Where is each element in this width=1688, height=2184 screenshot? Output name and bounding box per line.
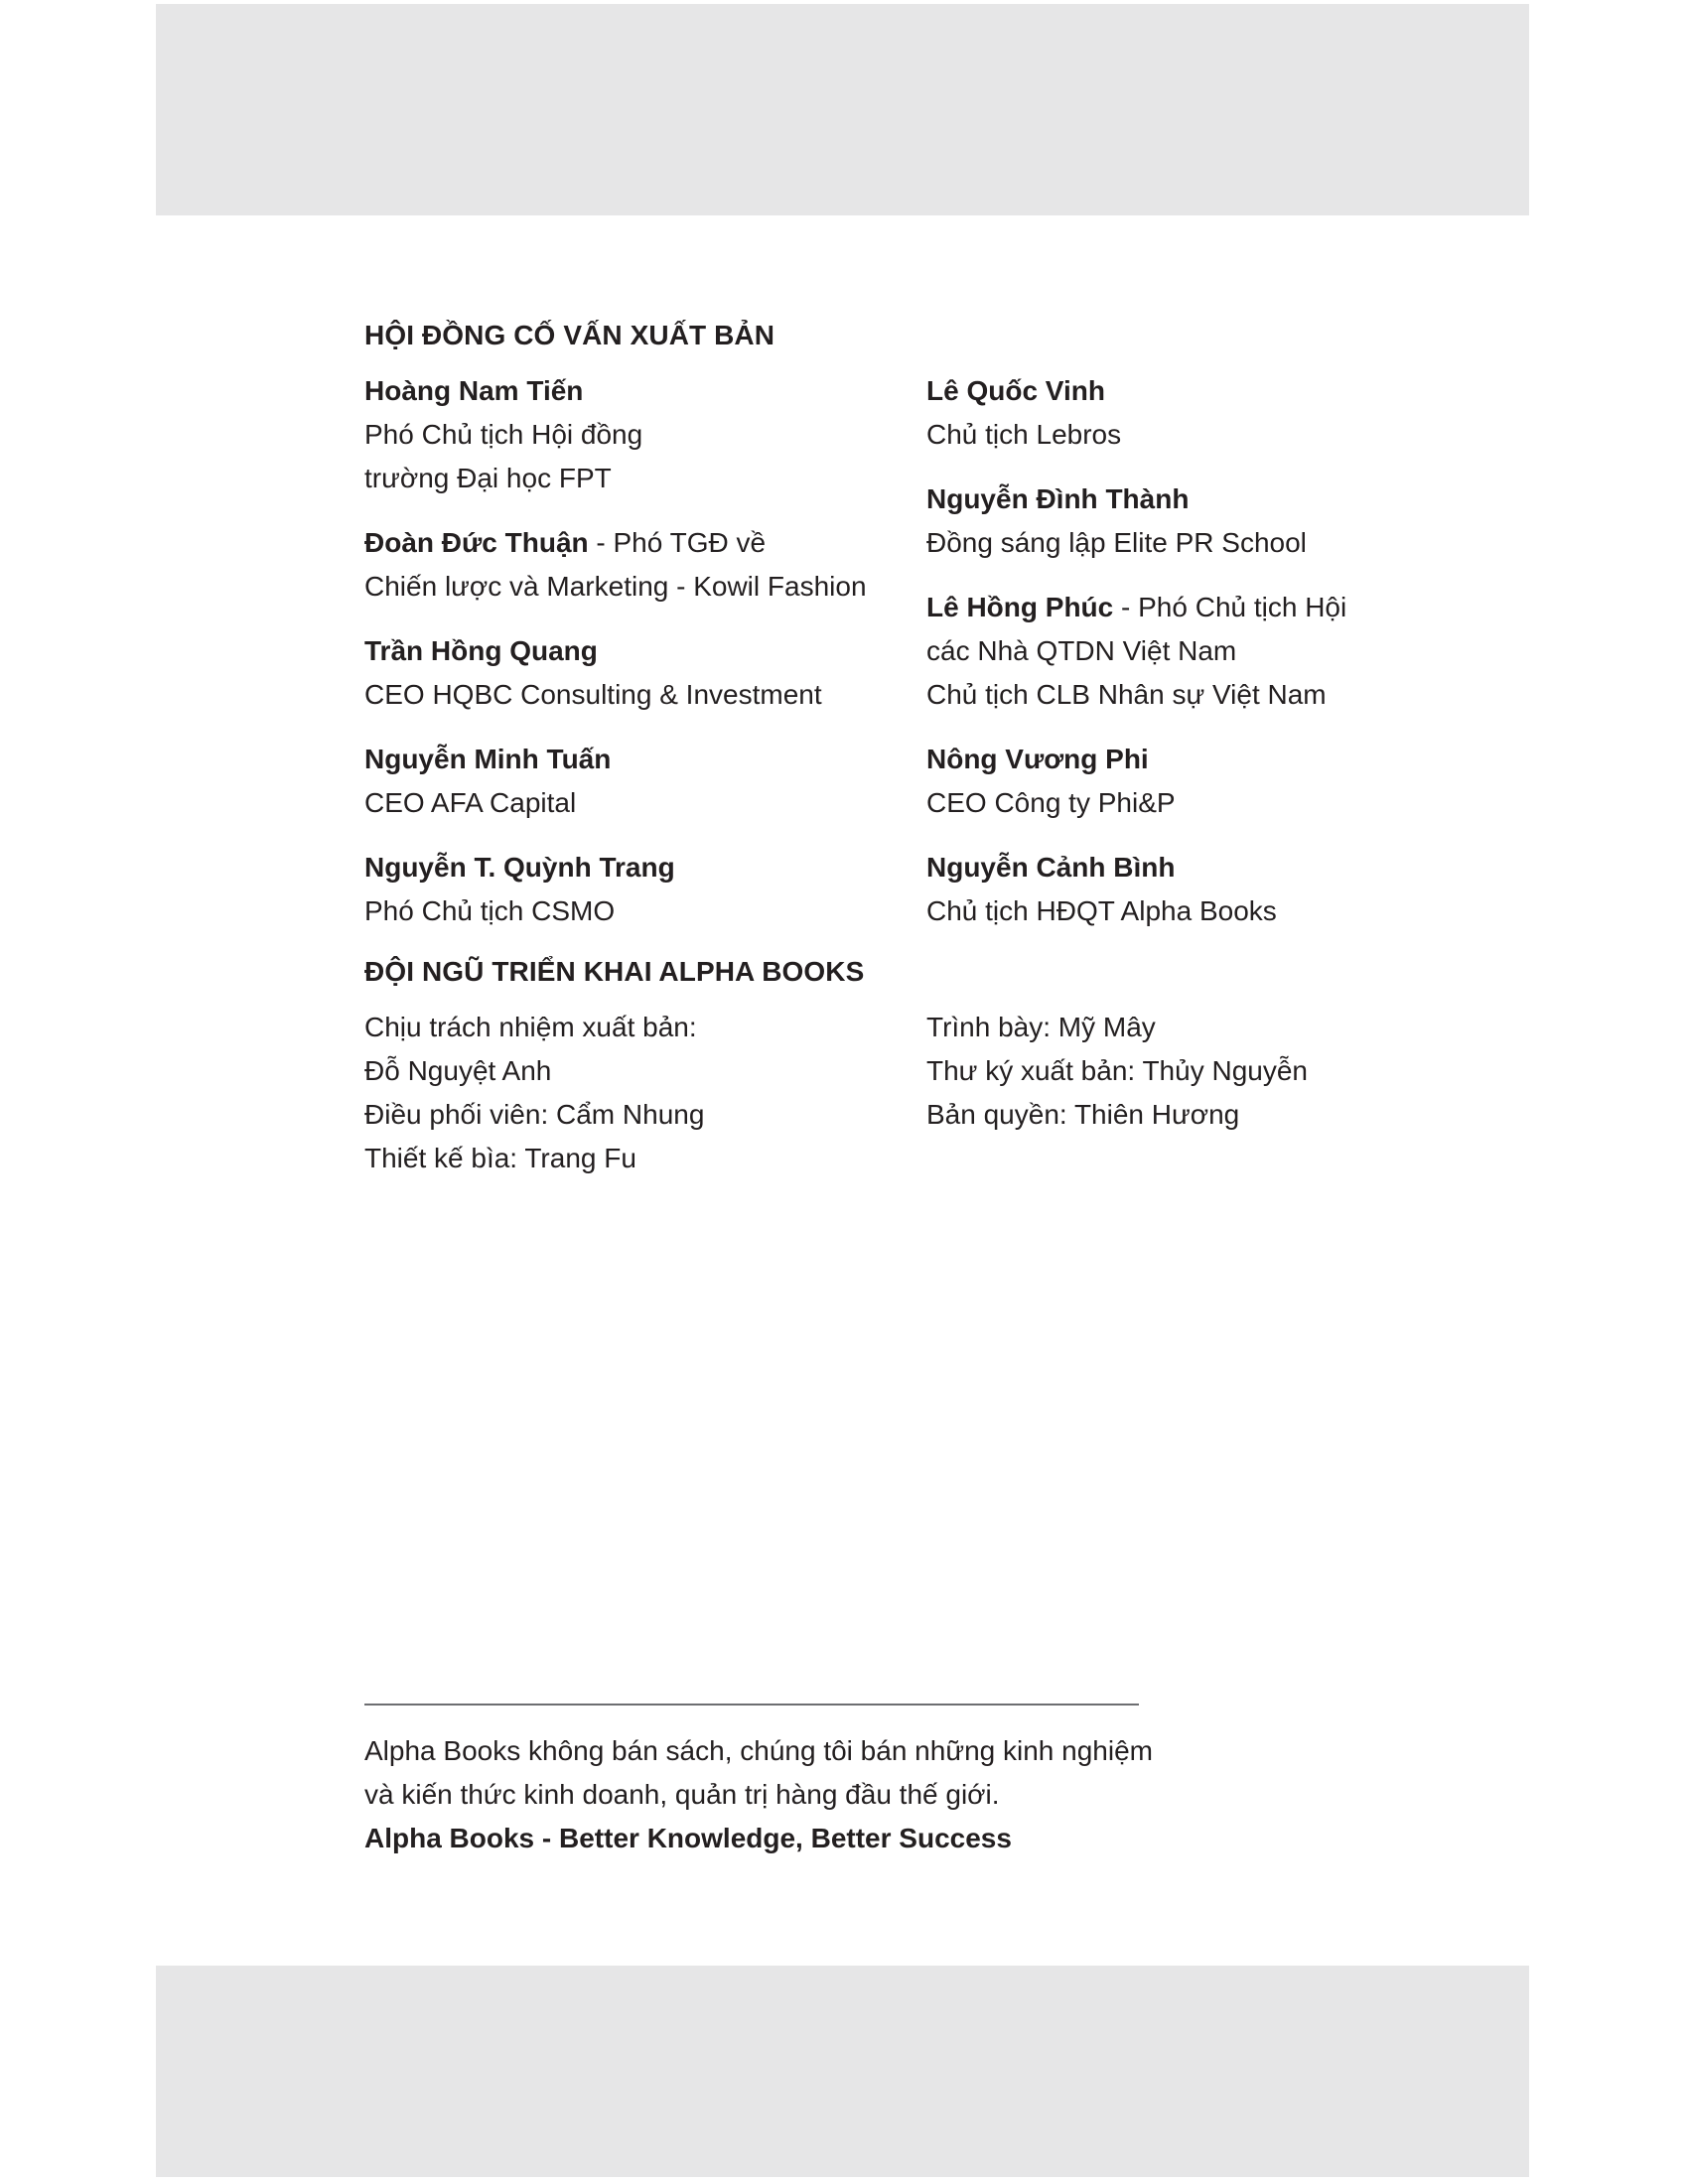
advisor-role: trường Đại học FPT bbox=[364, 463, 612, 493]
footer-line: và kiến thức kinh doanh, quản trị hàng đầu thế giới. bbox=[364, 1779, 1000, 1810]
advisor-entry bbox=[364, 369, 926, 500]
team-credit-line: Trình bày: Mỹ Mây bbox=[926, 1012, 1156, 1042]
advisor-role: Chủ tịch Lebros bbox=[926, 419, 1122, 450]
advisor-role: Chiến lược và Marketing - Kowil Fashion bbox=[364, 571, 867, 602]
advisor-role: Chủ tịch HĐQT Alpha Books bbox=[926, 895, 1277, 926]
advisor-role: CEO Công ty Phi&P bbox=[926, 787, 1176, 818]
advisor-name-line bbox=[926, 586, 1347, 629]
advisor-name: Hoàng Nam Tiến bbox=[364, 375, 584, 406]
advisor-role: Chủ tịch CLB Nhân sự Việt Nam bbox=[926, 679, 1327, 710]
advisor-entry bbox=[926, 738, 1343, 825]
advisor-entry bbox=[926, 369, 1343, 457]
advisor-entry bbox=[926, 846, 1343, 933]
team-credit-line: Bản quyền: Thiên Hương bbox=[926, 1099, 1240, 1130]
team-right-column bbox=[926, 1006, 1343, 1180]
advisory-right-column bbox=[926, 369, 1347, 954]
advisor-entry bbox=[364, 629, 926, 717]
team-credit-line: Thư ký xuất bản: Thủy Nguyễn bbox=[926, 1055, 1308, 1086]
footer-line: Alpha Books không bán sách, chúng tôi bán những kinh nghiệm bbox=[364, 1735, 1153, 1766]
team-credit-line: Chịu trách nhiệm xuất bản: bbox=[364, 1012, 697, 1042]
team-title: ĐỘI NGŨ TRIỂN KHAI ALPHA BOOKS bbox=[364, 956, 865, 987]
advisor-role: Phó Chủ tịch CSMO bbox=[364, 895, 616, 926]
advisor-entry bbox=[926, 586, 1347, 717]
advisor-name: Nông Vương Phi bbox=[926, 744, 1149, 774]
team-credits bbox=[364, 1006, 1357, 1180]
advisor-name-line bbox=[364, 521, 926, 565]
advisor-entry bbox=[364, 846, 926, 933]
advisor-role: các Nhà QTDN Việt Nam bbox=[926, 635, 1237, 666]
team-credit-line: Thiết kế bìa: Trang Fu bbox=[364, 1143, 636, 1173]
advisor-name: Trần Hồng Quang bbox=[364, 635, 598, 666]
team-left-column bbox=[364, 1006, 926, 1180]
advisor-role: Đồng sáng lập Elite PR School bbox=[926, 527, 1307, 558]
advisor-inline-role: - Phó TGĐ về bbox=[588, 527, 767, 558]
team-credit-line: Điều phối viên: Cẩm Nhung bbox=[364, 1099, 705, 1130]
advisor-entry bbox=[364, 738, 926, 825]
advisor-name: Nguyễn Minh Tuấn bbox=[364, 744, 612, 774]
advisor-role: CEO AFA Capital bbox=[364, 787, 577, 818]
advisor-role: Phó Chủ tịch Hội đồng bbox=[364, 419, 643, 450]
advisor-name: Nguyễn Cảnh Bình bbox=[926, 852, 1176, 883]
team-credit-line: Đỗ Nguyệt Anh bbox=[364, 1055, 552, 1086]
credits-page bbox=[364, 316, 1357, 1180]
footer-tagline: Alpha Books - Better Knowledge, Better Success bbox=[364, 1823, 1012, 1853]
advisor-name: Lê Quốc Vinh bbox=[926, 375, 1105, 406]
advisor-name: Lê Hồng Phúc bbox=[926, 592, 1114, 622]
advisor-name: Nguyễn Đình Thành bbox=[926, 483, 1190, 514]
advisory-board-title: HỘI ĐỒNG CỐ VẤN XUẤT BẢN bbox=[364, 320, 775, 350]
advisor-inline-role: - Phó Chủ tịch Hội bbox=[1113, 592, 1347, 622]
advisor-name: Đoàn Đức Thuận bbox=[364, 527, 589, 558]
advisor-role: CEO HQBC Consulting & Investment bbox=[364, 679, 822, 710]
advisor-entry bbox=[926, 478, 1343, 565]
bottom-gray-band bbox=[156, 1966, 1529, 2177]
footer-divider bbox=[364, 1704, 1139, 1706]
footer-statement bbox=[364, 1729, 1258, 1860]
advisor-name: Nguyễn T. Quỳnh Trang bbox=[364, 852, 675, 883]
advisor-entry bbox=[364, 521, 926, 609]
top-gray-band bbox=[156, 4, 1529, 215]
advisory-board bbox=[364, 369, 1357, 954]
advisory-left-column bbox=[364, 369, 926, 954]
